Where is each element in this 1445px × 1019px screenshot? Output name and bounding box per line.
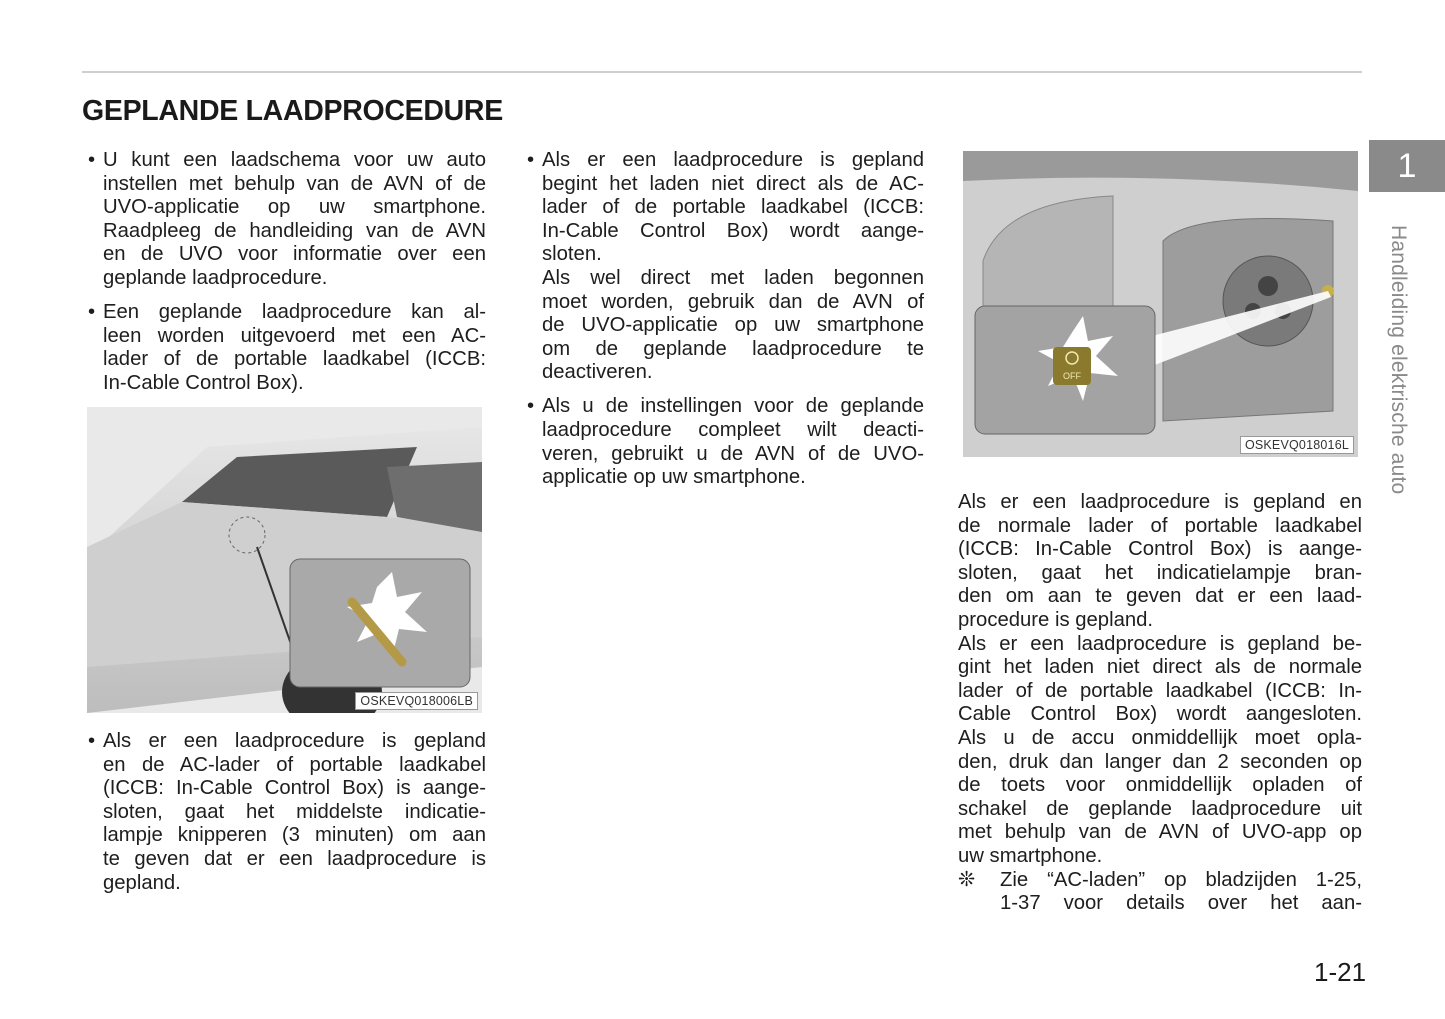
bullet-list — [527, 149, 924, 490]
text-line: den om aan te geven dat er een laad- — [958, 585, 1362, 608]
text-line: instellen met behulp van de AVN of de — [103, 172, 486, 195]
page-number: 1-21 — [1314, 957, 1367, 987]
text-line: Een geplande laadprocedure kan al- — [103, 300, 486, 323]
note-lines — [1000, 869, 1362, 916]
text-line: U kunt een laadschema voor uw auto — [103, 149, 486, 171]
paragraph — [542, 395, 924, 489]
bullet-icon: • — [88, 149, 96, 171]
text-line: geplande laadprocedure. — [103, 266, 328, 289]
paragraph — [542, 149, 924, 267]
text-line: lampje knipperen (3 minuten) om aan — [103, 824, 486, 847]
note-mark-icon: ❊ — [958, 868, 975, 891]
charge-port-illustration — [963, 151, 1358, 457]
text-line: uw smartphone. — [958, 844, 1103, 867]
text-line: moet worden, gebruik dan de AVN of — [542, 290, 924, 313]
text-line: lader of de portable laadkabel (ICCB: — [542, 196, 924, 219]
text-line: te geven dat er een laadprocedure is — [103, 847, 486, 870]
column-1-lower — [88, 730, 486, 906]
text-line: Raadpleeg de handleiding van de AVN — [103, 219, 486, 242]
text-line: deactiveren. — [542, 361, 653, 384]
text-line: lader of de portable laadkabel (ICCB: In- — [958, 679, 1362, 702]
text-line: Zie “AC-laden” op bladzijden 1-25, — [1000, 868, 1362, 891]
text-line: de UVO-applicatie op uw smartphone — [542, 314, 924, 337]
bullet-list — [88, 730, 486, 895]
paragraph-list — [958, 491, 1362, 869]
text-line: applicatie op uw smartphone. — [542, 466, 806, 489]
note — [958, 869, 1362, 916]
text-line: om de geplande laadprocedure te — [542, 337, 924, 360]
text-line: leen worden uitgevoerd met een AC- — [103, 324, 486, 347]
text-line: Als er een laadprocedure is gepland be- — [958, 632, 1362, 655]
bullet-icon: • — [527, 395, 535, 418]
text-line: Als er een laadprocedure is gepland — [542, 149, 924, 171]
column-3 — [958, 491, 1362, 916]
off-button-label: OFF — [1063, 371, 1081, 381]
text-line: begint het laden niet direct als de AC- — [542, 172, 924, 195]
car-illustration — [87, 407, 482, 713]
figure-caption: OSKEVQ018016L — [1240, 436, 1354, 454]
column-2 — [527, 149, 924, 500]
text-line: gint het laden niet direct als de normale — [958, 656, 1362, 679]
text-line: en de AC-lader of portable laadkabel — [103, 753, 486, 776]
chapter-number: 1 — [1397, 146, 1417, 185]
text-line: Als u de instellingen voor de geplande — [542, 395, 924, 418]
chapter-tab[interactable] — [1369, 140, 1445, 192]
figure-caption: OSKEVQ018006LB — [355, 692, 478, 710]
text-line: gepland. — [103, 871, 181, 894]
text-line: Cable Control Box) wordt aangesloten. — [958, 703, 1362, 726]
page-title: GEPLANDE LAADPROCEDURE — [82, 95, 503, 127]
paragraph — [103, 301, 486, 395]
bullet-icon: • — [88, 730, 96, 752]
text-line: en de UVO voor informatie over een — [103, 243, 486, 266]
bullet-item — [88, 149, 486, 291]
text-line: 1-37 voor details over het aan- — [1000, 892, 1362, 915]
figure-car-indicator — [87, 407, 482, 713]
text-line: (ICCB: In-Cable Control Box) is aange- — [958, 538, 1362, 561]
figure-charge-port — [963, 151, 1358, 457]
text-line: sloten. — [542, 243, 602, 266]
paragraph — [103, 730, 486, 895]
text-line: sloten, gaat het middelste indicatie- — [103, 800, 486, 823]
bullet-item — [527, 149, 924, 385]
text-line: sloten, gaat het indicatielampje bran- — [958, 561, 1362, 584]
text-line: veren, gebruikt u de AVN of de UVO- — [542, 442, 924, 465]
text-line: de normale lader of portable laadkabel — [958, 514, 1362, 537]
text-line: UVO-applicatie op uw smartphone. — [103, 196, 486, 219]
bullet-item — [527, 395, 924, 489]
text-line: schakel de geplande laadprocedure uit — [958, 797, 1362, 820]
bullet-item — [88, 730, 486, 895]
text-line: de toets voor onmiddellijk opladen of — [958, 774, 1362, 797]
chapter-title: Handleiding elektrische auto — [1387, 225, 1410, 495]
paragraph — [958, 491, 1362, 633]
text-line: den, druk dan langer dan 2 seconden op — [958, 750, 1362, 773]
text-line: In-Cable Control Box) wordt aange- — [542, 219, 924, 242]
text-line: laadprocedure compleet wilt deacti- — [542, 418, 924, 441]
text-line: Als u de accu onmiddellijk moet opla- — [958, 726, 1362, 749]
bullet-icon: • — [527, 149, 535, 171]
text-line: procedure is gepland. — [958, 608, 1154, 631]
paragraph — [542, 267, 924, 385]
column-1 — [88, 149, 486, 406]
header-rule — [82, 71, 1362, 73]
text-line: In-Cable Control Box). — [103, 371, 304, 394]
text-line: met behulp van de AVN of UVO-app op — [958, 821, 1362, 844]
text-line: Als er een laadprocedure is gepland en — [958, 491, 1362, 513]
bullet-list — [88, 149, 486, 395]
text-line: Als wel direct met laden begonnen — [542, 266, 924, 289]
text-line: Als er een laadprocedure is gepland — [103, 730, 486, 752]
bullet-icon: • — [88, 300, 96, 323]
paragraph — [958, 633, 1362, 869]
text-line: lader of de portable laadkabel (ICCB: — [103, 348, 486, 371]
bullet-item — [88, 301, 486, 395]
paragraph — [103, 149, 486, 291]
text-line: (ICCB: In-Cable Control Box) is aange- — [103, 777, 486, 800]
